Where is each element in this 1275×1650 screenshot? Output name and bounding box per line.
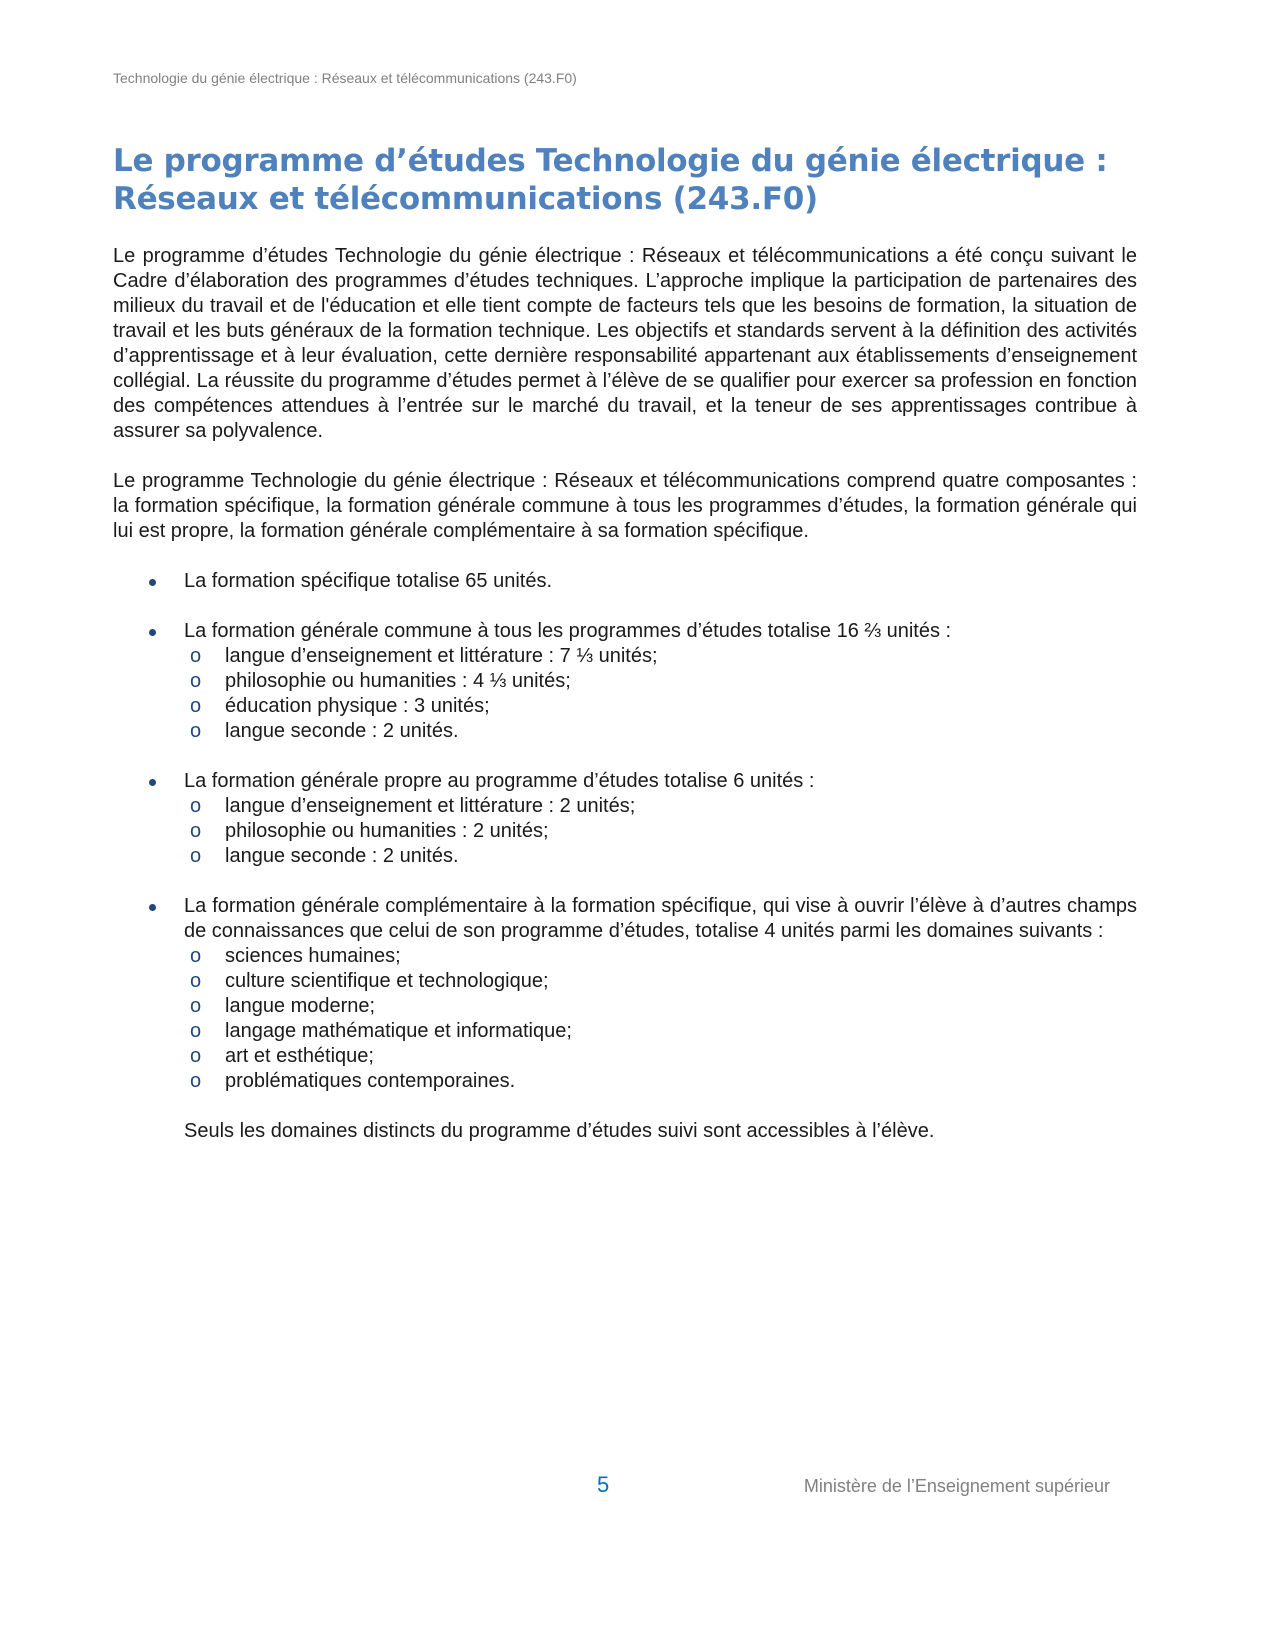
sub-list-item bbox=[184, 644, 1137, 669]
list-item-text: La formation spécifique totalise 65 unités. bbox=[184, 570, 552, 592]
sub-list-item-text: art et esthétique; bbox=[225, 1045, 374, 1067]
sub-list-item-text: langue moderne; bbox=[225, 995, 376, 1017]
document-body bbox=[113, 244, 1137, 1144]
bullet-icon bbox=[149, 629, 156, 636]
circle-bullet-icon: o bbox=[190, 795, 202, 817]
note: Seuls les domaines distincts du programme d’études suivi sont accessibles à l’élève. bbox=[184, 1120, 935, 1142]
circle-bullet-icon: o bbox=[190, 1020, 202, 1042]
bullet-icon bbox=[149, 779, 156, 786]
circle-bullet-icon: o bbox=[190, 670, 202, 692]
sub-list-item bbox=[184, 994, 1137, 1019]
sub-list-item bbox=[184, 669, 1137, 694]
sub-list-item bbox=[184, 719, 1137, 744]
bullet-icon bbox=[149, 904, 156, 911]
sub-list bbox=[184, 944, 1137, 1094]
circle-bullet-icon: o bbox=[190, 945, 202, 967]
sub-list-item-text: langage mathématique et informatique; bbox=[225, 1020, 572, 1042]
running-header: Technologie du génie électrique : Réseaux et télécommunications (243.F0) bbox=[113, 70, 577, 86]
bullet-icon bbox=[149, 579, 156, 586]
circle-bullet-icon: o bbox=[190, 1045, 202, 1067]
sub-list-item-text: langue d’enseignement et littérature : 7 ⅓ unités; bbox=[225, 645, 658, 667]
list-item-text: La formation générale propre au programme d’études totalise 6 unités : bbox=[184, 770, 815, 792]
circle-bullet-icon: o bbox=[190, 695, 202, 717]
list-item bbox=[113, 769, 1137, 869]
components-list bbox=[113, 569, 1137, 1094]
circle-bullet-icon: o bbox=[190, 970, 202, 992]
circle-bullet-icon: o bbox=[190, 820, 202, 842]
sub-list-item-text: problématiques contemporaines. bbox=[225, 1070, 516, 1092]
list-item bbox=[113, 894, 1137, 1094]
sub-list-item bbox=[184, 694, 1137, 719]
sub-list-item-text: éducation physique : 3 unités; bbox=[225, 695, 490, 717]
footer-publisher: Ministère de l’Enseignement supérieur bbox=[803, 1476, 1110, 1496]
circle-bullet-icon: o bbox=[190, 1070, 202, 1092]
sub-list-item-text: philosophie ou humanities : 4 ⅓ unités; bbox=[225, 670, 571, 692]
sub-list-item bbox=[184, 794, 1137, 819]
sub-list-item bbox=[184, 844, 1137, 869]
circle-bullet-icon: o bbox=[190, 845, 202, 867]
sub-list-item-text: philosophie ou humanities : 2 unités; bbox=[225, 820, 549, 842]
circle-bullet-icon: o bbox=[190, 720, 202, 742]
sub-list-item bbox=[184, 944, 1137, 969]
sub-list-item-text: culture scientifique et technologique; bbox=[225, 970, 549, 992]
sub-list-item bbox=[184, 1019, 1137, 1044]
sub-list-item-text: langue d’enseignement et littérature : 2 unités; bbox=[225, 795, 636, 817]
list-item bbox=[113, 619, 1137, 744]
sub-list bbox=[184, 644, 1137, 744]
list-item-text: La formation générale complémentaire à la formation spécifique, qui vise à ouvrir l’élève à d’autres champs de connaissances que celui de son programme d’études, totalise 4 unités parmi les domaines suivants : bbox=[184, 895, 1137, 942]
page-title: Le programme d’études Technologie du génie électrique : Réseaux et télécommunications (243.F0) bbox=[113, 143, 1108, 217]
sub-list-item bbox=[184, 969, 1137, 994]
sub-list-item bbox=[184, 1069, 1137, 1094]
sub-list bbox=[184, 794, 1137, 869]
sub-list-item-text: langue seconde : 2 unités. bbox=[225, 720, 459, 742]
sub-list-item-text: sciences humaines; bbox=[225, 945, 401, 967]
sub-list-item bbox=[184, 1044, 1137, 1069]
paragraph-intro: Le programme d’études Technologie du génie électrique : Réseaux et télécommunications a été conçu suivant le Cadre d’élaboration des programmes d’études techniques. L’approche implique la participation de partenaires des milieux du travail et de l'éducation et elle tient compte de facteurs tels que les besoins de formation, la situation de travail et les buts généraux de la formation technique. Les objectifs et standards servent à la définition des activités d’apprentissage et à leur évaluation, cette dernière responsabilité appartenant aux établissements d’enseignement collégial. La réussite du programme d’études permet à l’élève de se qualifier pour exercer sa profession en fonction des compétences attendues à l’entrée sur le marché du travail, et la teneur de ses apprentissages contribue à assurer sa polyvalence. bbox=[113, 245, 1137, 442]
circle-bullet-icon: o bbox=[190, 645, 202, 667]
list-item bbox=[113, 569, 1137, 594]
circle-bullet-icon: o bbox=[190, 995, 202, 1017]
paragraph-components: Le programme Technologie du génie électrique : Réseaux et télécommunications comprend quatre composantes : la formation spécifique, la formation générale commune à tous les programmes d’études, la formation générale qui lui est propre, la formation générale complémentaire à sa formation spécifique. bbox=[113, 470, 1137, 542]
page-number: 5 bbox=[597, 1472, 610, 1497]
sub-list-item-text: langue seconde : 2 unités. bbox=[225, 845, 459, 867]
sub-list-item bbox=[184, 819, 1137, 844]
list-item-text: La formation générale commune à tous les programmes d’études totalise 16 ⅔ unités : bbox=[184, 620, 952, 642]
